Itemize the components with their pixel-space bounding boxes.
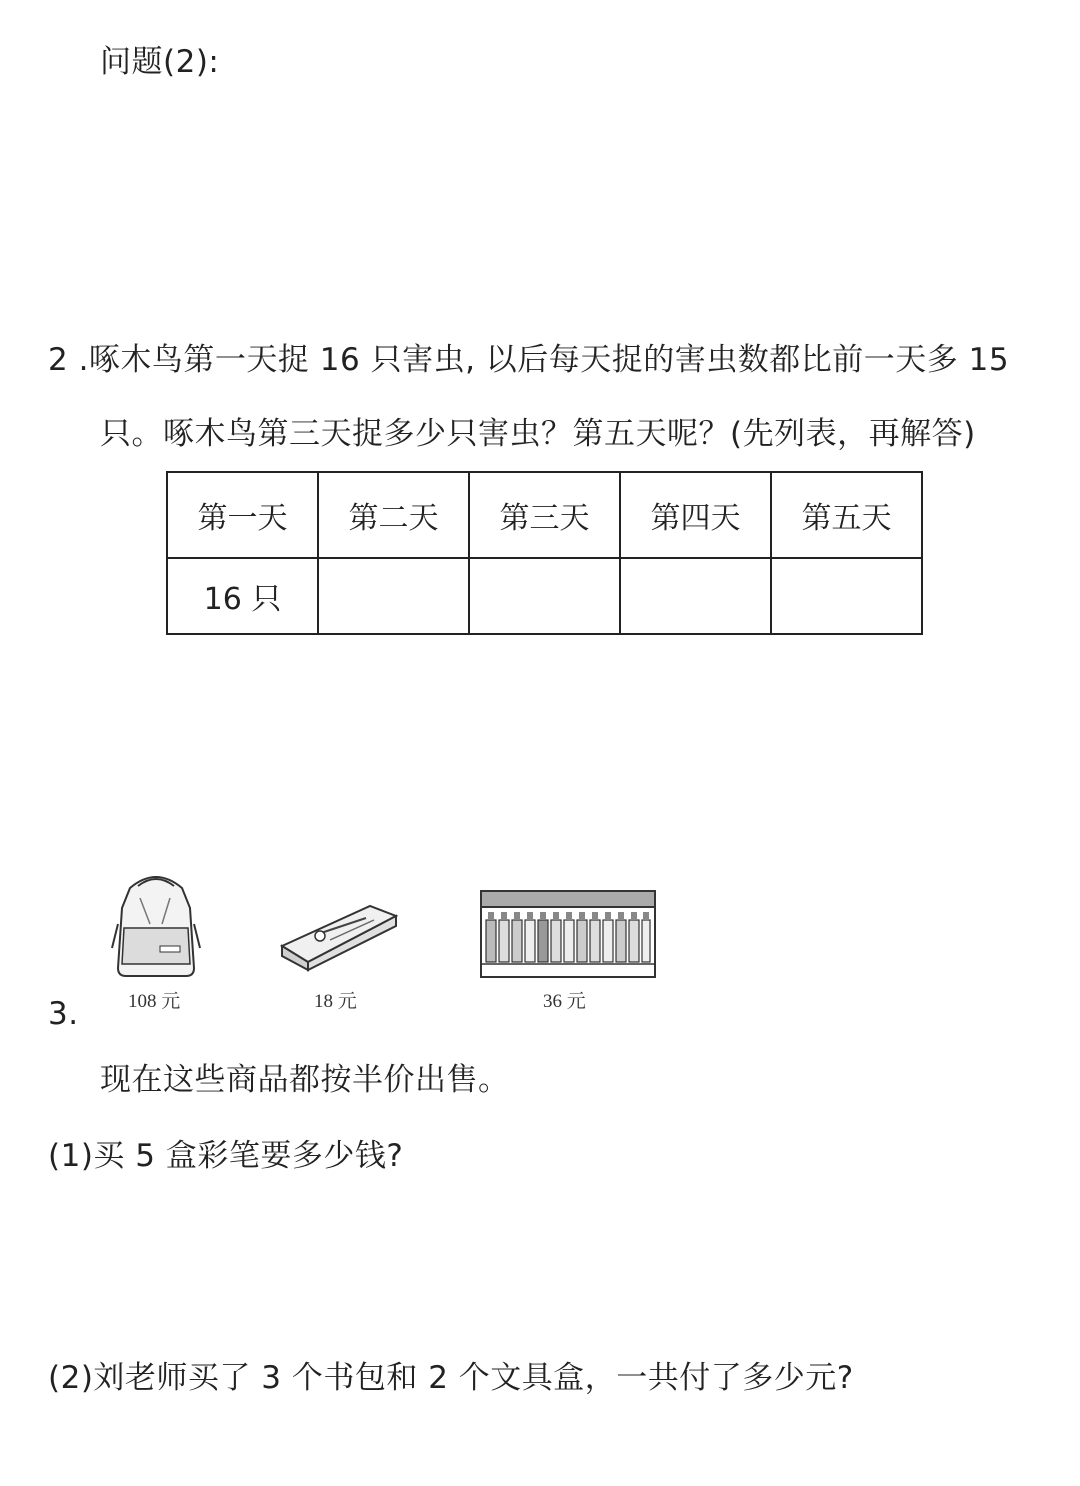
question-3-intro: 现在这些商品都按半价出售。 (100, 1062, 510, 1098)
table-row (167, 558, 922, 634)
crayon-box-price: 36 元 (543, 991, 586, 1012)
table-header-cell: 第一天 (167, 472, 318, 558)
table-cell (620, 558, 771, 634)
question-part-label: 问题(2): (100, 44, 220, 80)
question-3-part-2: (2)刘老师买了 3 个书包和 2 个文具盒，一共付了多少元? (48, 1360, 854, 1396)
table-cell: 16 只 (167, 558, 318, 634)
table-header-cell: 第五天 (771, 472, 922, 558)
table-header-cell: 第四天 (620, 472, 771, 558)
table-header-row (167, 472, 922, 558)
table-cell (771, 558, 922, 634)
question-3-part-1: (1)买 5 盒彩笔要多少钱? (48, 1138, 404, 1174)
backpack-icon (110, 868, 202, 980)
table-header-cell: 第三天 (469, 472, 620, 558)
pencil-case-price: 18 元 (314, 991, 357, 1012)
table-cell (469, 558, 620, 634)
table-header-cell: 第二天 (318, 472, 469, 558)
pencil-case-icon (278, 900, 400, 972)
days-table (166, 471, 923, 635)
table-cell (318, 558, 469, 634)
crayon-box-icon (480, 890, 656, 978)
question-3-number: 3. (48, 996, 79, 1032)
question-2-line-1: 2 .啄木鸟第一天捉 16 只害虫, 以后每天捉的害虫数都比前一天多 15 (48, 342, 1010, 378)
backpack-price: 108 元 (128, 991, 181, 1012)
question-2-line-2: 只。啄木鸟第三天捉多少只害虫？第五天呢？(先列表，再解答) (100, 416, 976, 452)
